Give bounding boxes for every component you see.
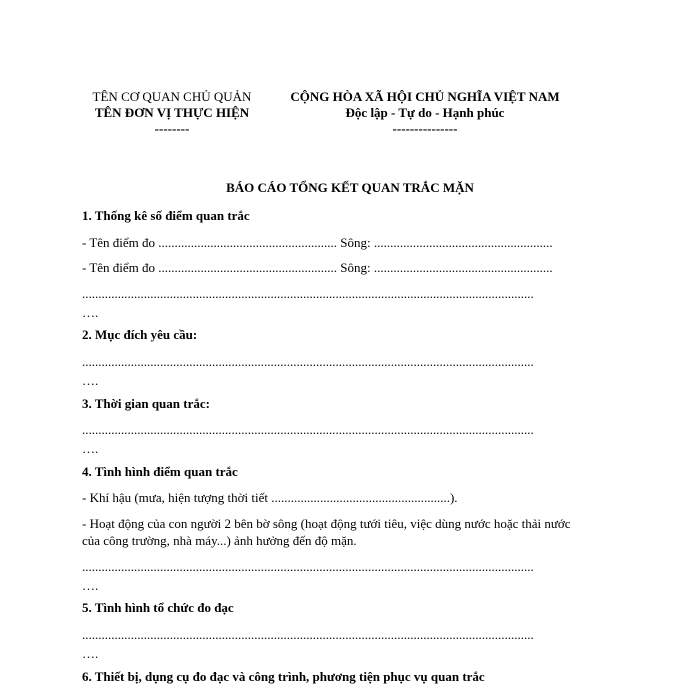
section-5-heading: 5. Tình hình tổ chức đo đạc: [82, 600, 234, 615]
section-3-heading: 3. Thời gian quan trắc:: [82, 396, 210, 411]
national-name: CỘNG HÒA XÃ HỘI CHỦ NGHĨA VIỆT NAM: [290, 89, 560, 104]
section-3-dots-end: ….: [82, 441, 99, 456]
section-3-dots: ...........................................................................................................................................: [82, 422, 534, 437]
national-motto: Độc lập - Tự do - Hạnh phúc: [345, 105, 505, 120]
national-header: [270, 89, 580, 137]
section-2-dots-end: ….: [82, 373, 99, 388]
motto-separator: ---------------: [392, 121, 458, 136]
section-1-line-2: - Tên điểm đo ....................................................... Sông: .......................................................: [82, 260, 553, 275]
section-4-heading: 4. Tình hình điểm quan trắc: [82, 464, 238, 479]
section-1-line-1: - Tên điểm đo ....................................................... Sông: .......................................................: [82, 235, 553, 250]
section-5-dots-end: ….: [82, 646, 99, 661]
section-4-climate-line: - Khí hậu (mưa, hiện tượng thời tiết .......................................................).: [82, 490, 458, 505]
section-6-heading: 6. Thiết bị, dụng cụ đo đạc và công trình, phương tiện phục vụ quan trắc: [82, 669, 485, 684]
agency-separator: --------: [154, 121, 190, 136]
section-2-heading: 2. Mục đích yêu cầu:: [82, 327, 198, 342]
section-1-heading: 1. Thống kê số điểm quan trắc: [82, 208, 250, 223]
section-5-dots: ...........................................................................................................................................: [82, 627, 534, 642]
parent-agency-name: TÊN CƠ QUAN CHỦ QUẢN: [92, 89, 252, 104]
section-4-activity-line-2: của công trường, nhà máy...) ảnh hưởng đến độ mặn.: [82, 533, 357, 548]
section-4-activity-line-1: - Hoạt động của con người 2 bên bờ sông (hoạt động tưới tiêu, việc dùng nước hoặc thải nước: [82, 516, 571, 531]
document-title: BÁO CÁO TỔNG KẾT QUAN TRẮC MẶN: [226, 180, 474, 195]
section-2-dots: ...........................................................................................................................................: [82, 354, 534, 369]
section-4-dots: ...........................................................................................................................................: [82, 559, 534, 574]
section-1-dots: ...........................................................................................................................................: [82, 286, 534, 301]
section-1-dots-end: ….: [82, 305, 99, 320]
implementing-unit-name: TÊN ĐƠN VỊ THỰC HIỆN: [94, 105, 250, 120]
section-4-dots-end: ….: [82, 578, 99, 593]
agency-header: [72, 89, 272, 137]
